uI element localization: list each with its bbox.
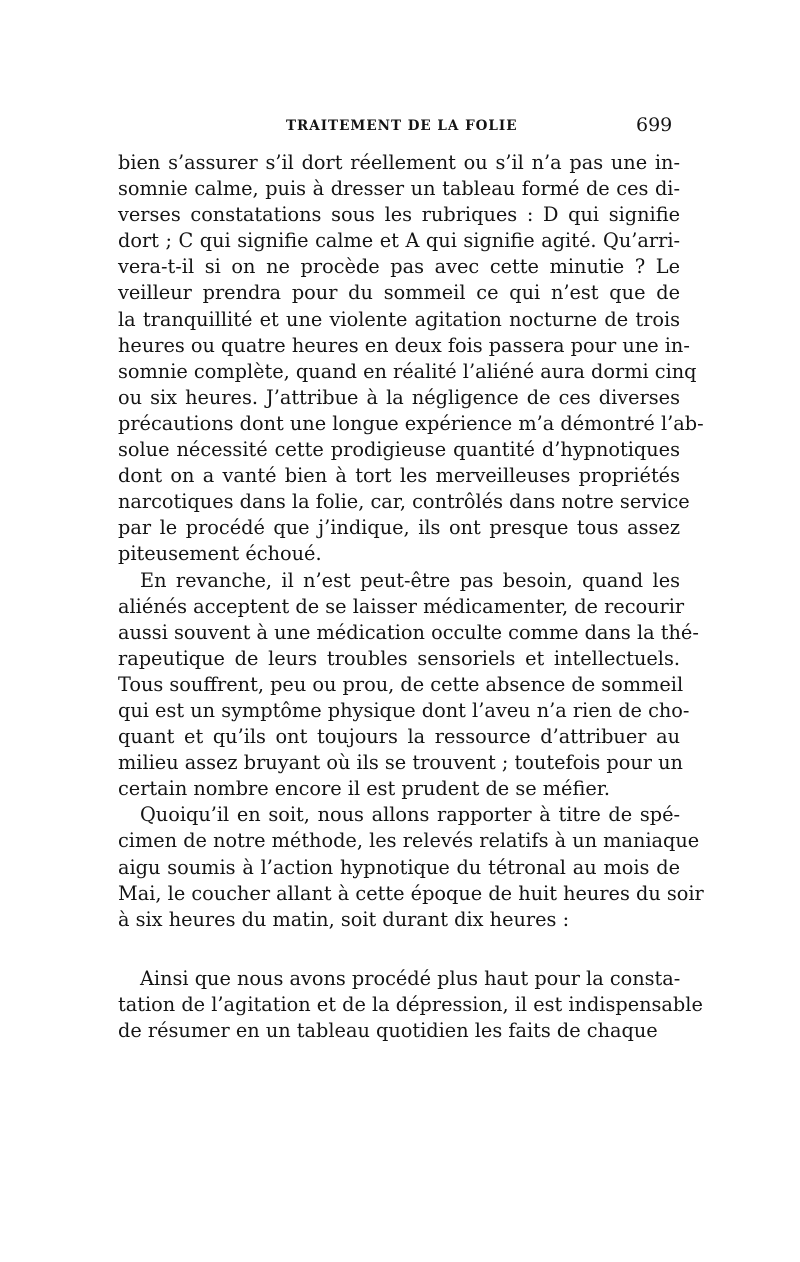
text-line: verses constatations sous les rubriques : D qui signifie [118,203,680,227]
text-line: vera-t-il si on ne procède pas avec cette minutie ? Le [118,255,680,279]
text-line: la tranquillité et une violente agitation nocturne de trois [118,307,680,331]
text-line: à six heures du matin, soit durant dix heures : [118,907,570,931]
paragraph [118,568,699,803]
running-head-title: TRAITEMENT DE LA FOLIE [286,118,518,134]
text-line: narcotiques dans la folie, car, contrôlés dans notre service [118,490,690,514]
body-text [118,150,704,1044]
text-line: de résumer en un tableau quotidien les faits de chaque [118,1019,658,1042]
text-line: Mai, le coucher allant à cette époque de huit heures du soir [118,881,704,905]
text-line: somnie calme, puis à dresser un tableau formé de ces di- [118,177,680,201]
paragraph-gap [118,933,680,966]
text-line: En revanche, il n’est peut-être pas besoin, quand les [140,568,680,592]
text-line: rapeutique de leurs troubles sensoriels et intellectuels. [118,646,680,670]
paragraph [118,802,704,932]
paragraph [118,966,703,1044]
text-line: solue nécessité cette prodigieuse quantité d’hypnotiques [118,438,680,462]
text-line: milieu assez bruyant où ils se trouvent ; toutefois pour un [118,751,683,775]
text-line: bien s’assurer s’il dort réellement ou s’il n’a pas une in- [118,151,680,174]
text-line: tation de l’agitation et de la dépression, il est indispensable [118,992,703,1016]
text-line: précautions dont une longue expérience m’a démontré l’ab- [118,411,704,435]
text-line: aigu soumis à l’action hypnotique du tétronal au mois de [118,855,680,879]
text-line: Quoiqu’il en soit, nous allons rapporter à titre de spé- [140,803,680,827]
text-line: cimen de notre méthode, les relevés relatifs à un maniaque [118,829,700,853]
text-line: qui est un symptôme physique dont l’aveu n’a rien de cho- [118,698,690,722]
text-line: somnie complète, quand en réalité l’aliéné aura dormi cinq [118,359,697,383]
text-line: quant et qu’ils ont toujours la ressource d’attribuer au [118,725,680,749]
text-line: aliénés acceptent de se laisser médicamenter, de recourir [118,594,685,618]
text-line: heures ou quatre heures en deux fois passera pour une in- [118,333,690,357]
text-line: Ainsi que nous avons procédé plus haut pour la consta- [140,966,681,990]
paragraph [118,150,704,568]
text-line: par le procédé que j’indique, ils ont presque tous assez [118,516,680,540]
text-line: veilleur prendra pour du sommeil ce qui n’est que de [118,281,680,305]
text-line: piteusement échoué. [118,542,322,566]
page-number: 699 [636,114,673,136]
text-line: dont on a vanté bien à tort les merveilleuses propriétés [118,464,680,488]
text-line: ou six heures. J’attribue à la négligence de ces diverses [118,385,680,409]
text-line: certain nombre encore il est prudent de se méfier. [118,777,610,801]
text-line: Tous souffrent, peu ou prou, de cette absence de sommeil [118,672,684,696]
text-line: dort ; C qui signifie calme et A qui signifie agité. Qu’arri- [118,229,680,253]
text-line: aussi souvent à une médication occulte comme dans la thé- [118,620,699,644]
